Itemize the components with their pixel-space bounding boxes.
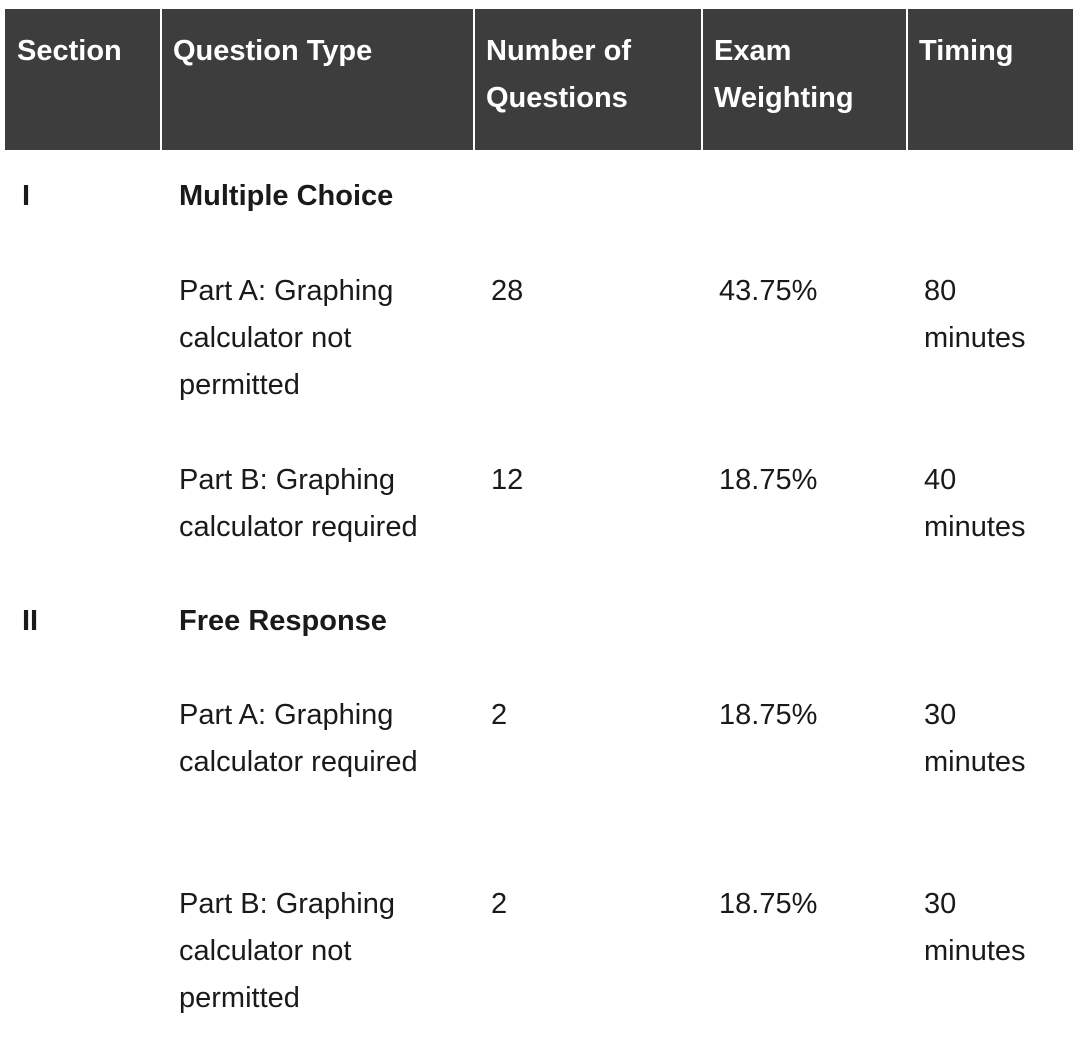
header-exam-weighting: Exam Weighting [714,35,854,114]
column-divider [906,9,908,150]
header-question-type: Question Type [173,35,373,67]
header-section: Section [17,35,122,67]
column-divider [701,9,703,150]
cell-question-type: Free Response [179,605,387,637]
header-timing: Timing [919,35,1014,67]
cell-exam-weighting: 18.75% [719,888,818,920]
cell-timing: 40 minutes [924,464,1026,543]
cell-exam-weighting: 18.75% [719,699,818,731]
cell-question-type: Multiple Choice [179,180,394,212]
cell-timing: 30 minutes [924,699,1026,778]
column-divider [473,9,475,150]
cell-number-of-questions: 2 [491,888,508,920]
cell-question-type: Part A: Graphing calculator required [179,699,418,778]
cell-section: II [22,605,39,637]
cell-question-type: Part B: Graphing calculator not permitted [179,888,395,1014]
cell-section: I [22,180,31,212]
cell-exam-weighting: 43.75% [719,275,818,307]
cell-number-of-questions: 2 [491,699,508,731]
header-number-of-questions: Number of Questions [486,35,631,114]
cell-question-type: Part A: Graphing calculator not permitted [179,275,394,401]
cell-number-of-questions: 28 [491,275,524,307]
cell-number-of-questions: 12 [491,464,524,496]
cell-exam-weighting: 18.75% [719,464,818,496]
cell-timing: 80 minutes [924,275,1026,354]
cell-timing: 30 minutes [924,888,1026,967]
cell-question-type: Part B: Graphing calculator required [179,464,418,543]
column-divider [160,9,162,150]
